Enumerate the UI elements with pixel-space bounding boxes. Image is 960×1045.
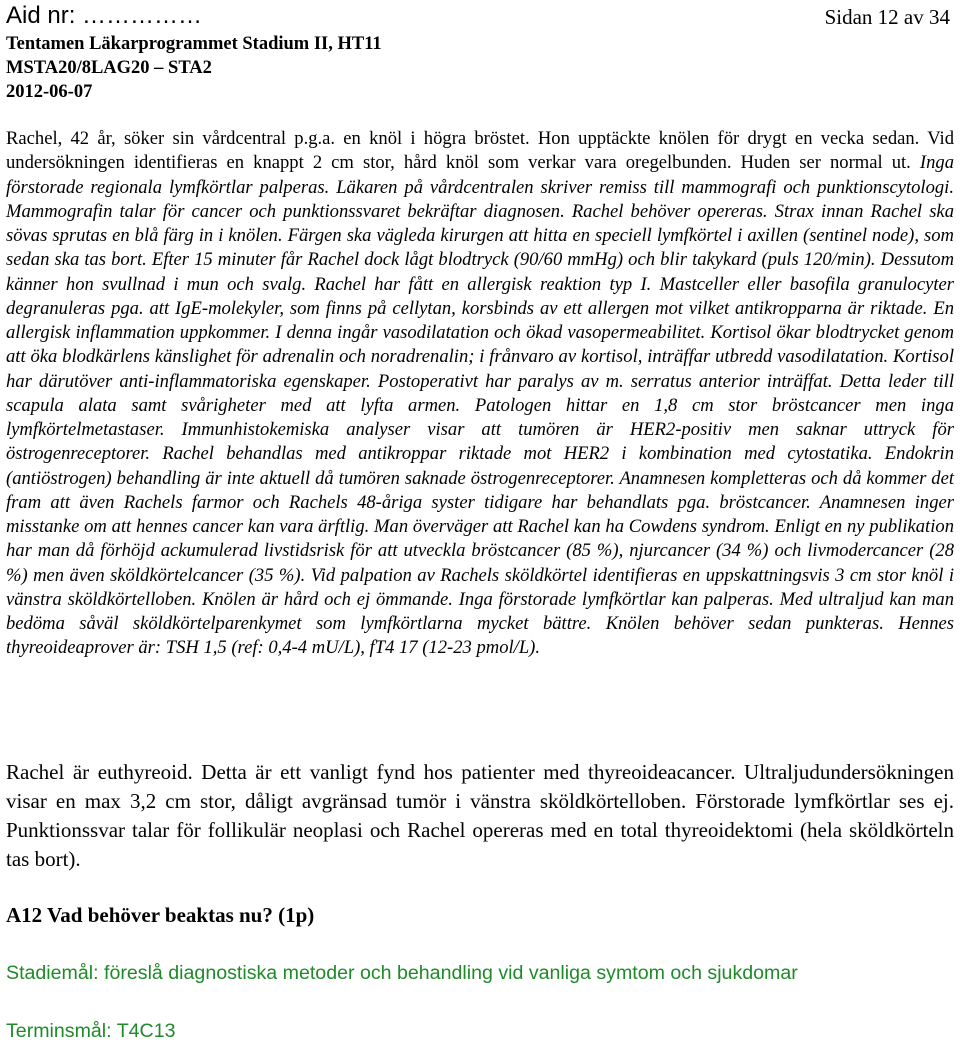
case-summary: Rachel är euthyreoid. Detta är ett vanligt fynd hos patienter med thyreoideacancer. Ultraljudundersökningen visar en max 3,2 cm stor, dåligt avgränsad tumör i vänstra sköldkörtelloben. Förstorade lymfkörtlar ses ej. Punktionssvar talar för follikulär neoplasi och Rachel opereras med en total thyreoidektomi (hela sköldkörteln tas bort). bbox=[6, 760, 954, 871]
course-code: MSTA20/8LAG20 – STA2 bbox=[6, 58, 212, 78]
term-goal: Terminsmål: T4C13 bbox=[6, 1020, 176, 1042]
case-text-italic: Inga förstorade regionala lymfkörtlar palperas. Läkaren på vårdcentralen skriver remiss till mammografi och punktionscytologi. Mammografin talar för cancer och punktionssvaret bekräftar diagnosen. Rachel behöver opereras. Strax innan Rachel ska sövas sprutas en blå färg in i knölen. Färgen ska vägleda kirurgen att hitta en speciell lymfkörtel i axillen (sentinel node), som sedan ska tas bort. Efter 15 minuter får Rachel dock lågt blodtryck (90/60 mmHg) och blir takykard (puls 120/min). Dessutom känner hon svullnad i mun och svalg. Rachel har fått en allergisk reaktion typ I. Mastceller eller basofila granulocyter degranuleras pga. att IgE-molekyler, som finns på cellytan, korsbinds av ett allergen mot vilket antikropparna är riktade. En allergisk inflammation uppkommer. I denna ingår vasodilatation och ökad vasopermeabilitet. Kortisol ökar blodtrycket genom att öka blodkärlens känslighet för adrenalin och noradrenalin; i frånvaro av kortisol, inträffar utbredd vasodilatation. Kortisol har därutöver anti-inflammatoriska egenskaper. Postoperativt har paralys av m. serratus anterior inträffat. Detta leder till scapula alata samt svårigheter med att lyfta armen. Patologen hittar en 1,8 cm stor bröstcancer men inga lymfkörtelmetastaser. Immunhistokemiska analyser visar att tumören är HER2-positiv men saknar uttryck för östrogenreceptorer. Rachel behandlas med antikroppar riktade mot HER2 i kombination med cytostatika. Endokrin (antiöstrogen) behandling är inte aktuell då tumören saknade östrogenreceptorer. Anamnesen kompletteras och då kommer det fram att även Rachels farmor och Rachels 48-åriga syster tidigare har behandlats pga. bröstcancer. Anamnesen inger misstanke om att hennes cancer kan vara ärftlig. Man överväger att Rachel kan ha Cowdens syndrom. Enligt en ny publikation har man då förhöjd ackumulerad livstidsrisk för att utveckla bröstcancer (85 %), njurcancer (34 %) och livmodercancer (28 %) men även sköldkörtelcancer (35 %). Vid palpation av Rachels sköldkörtel identifieras en uppskattningsvis 3 cm stor knöl i vänstra sköldkörtelloben. Knölen är hård och ej ömmande. Inga förstorade lymfkörtlar kan palperas. Med ultraljud kan man bedöma såväl sköldkörtelparenkymet som lymfkörtlarna mycket bättre. Knölen behöver sedan punkteras. Hennes thyreoideaprover är: TSH 1,5 (ref: 0,4-4 mU/L), fT4 17 (12-23 pmol/L). bbox=[6, 152, 954, 659]
case-description bbox=[6, 127, 954, 661]
page-number: Sidan 12 av 34 bbox=[824, 5, 950, 29]
stage-goal: Stadiemål: föreslå diagnostiska metoder och behandling vid vanliga symtom och sjukdomar bbox=[6, 962, 798, 984]
page-header bbox=[6, 2, 954, 104]
header-top-row bbox=[6, 2, 954, 32]
exam-date: 2012-06-07 bbox=[6, 82, 93, 102]
aid-number-label: Aid nr: …………… bbox=[6, 2, 203, 29]
case-text-normal: Rachel, 42 år, söker sin vårdcentral p.g.a. en knöl i högra bröstet. Hon upptäckte knölen för drygt en vecka sedan. Vid undersökningen identifieras en knappt 2 cm stor, hård knöl som verkar vara oregelbunden. Huden ser normal ut. bbox=[6, 128, 954, 174]
question-heading: A12 Vad behöver beaktas nu? (1p) bbox=[6, 903, 315, 927]
exam-title: Tentamen Läkarprogrammet Stadium II, HT11 bbox=[6, 34, 382, 54]
